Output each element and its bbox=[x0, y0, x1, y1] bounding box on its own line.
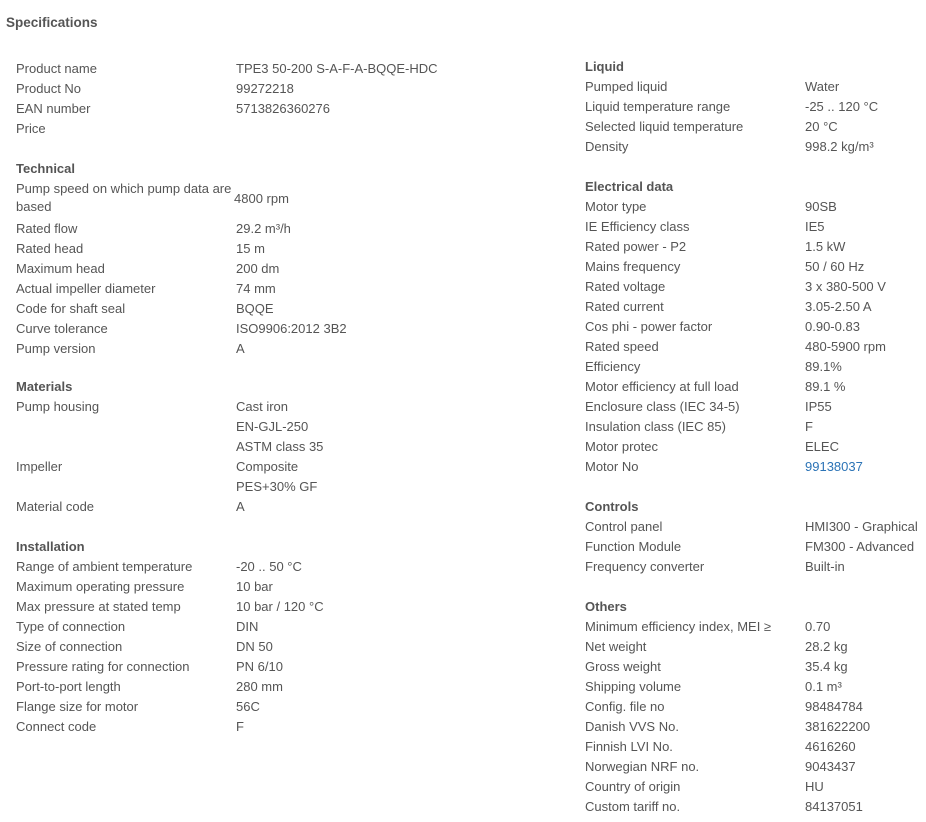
spec-values bbox=[805, 677, 926, 697]
spec-values bbox=[805, 237, 926, 257]
spec-value: F bbox=[236, 719, 244, 734]
spec-values bbox=[805, 797, 926, 817]
spec-label: Motor efficiency at full load bbox=[585, 379, 739, 394]
spec-value: ELEC bbox=[805, 439, 839, 454]
spec-values bbox=[236, 219, 536, 239]
spec-label: Motor protec bbox=[585, 439, 658, 454]
spec-value: Cast iron bbox=[236, 399, 289, 414]
spec-values bbox=[805, 217, 926, 237]
spec-values bbox=[805, 637, 926, 657]
spec-row-code-for-shaft-seal bbox=[16, 299, 536, 319]
spec-label: Gross weight bbox=[585, 659, 661, 674]
spec-row-pressure-rating-for-connection bbox=[16, 657, 536, 677]
section-title: Installation bbox=[16, 539, 85, 554]
spec-row-rated-voltage bbox=[585, 277, 926, 297]
spec-value: F bbox=[805, 419, 813, 434]
spec-label: Danish VVS No. bbox=[585, 719, 679, 734]
spec-value: HMI300 - Graphical bbox=[805, 519, 918, 534]
spec-value: DIN bbox=[236, 619, 259, 634]
spec-label: Max pressure at stated temp bbox=[16, 599, 181, 614]
spec-row-insulation-class-iec-85 bbox=[585, 417, 926, 437]
spec-value: ISO9906:2012 3B2 bbox=[236, 321, 347, 336]
spec-row-motor-efficiency-at-full-load bbox=[585, 377, 926, 397]
spec-row-mains-frequency bbox=[585, 257, 926, 277]
spec-row-rated-flow bbox=[16, 219, 536, 239]
spec-label: Connect code bbox=[16, 719, 97, 734]
spec-row-enclosure-class-iec-34-5 bbox=[585, 397, 926, 417]
spec-value: 90SB bbox=[805, 199, 837, 214]
spec-values bbox=[805, 197, 926, 217]
spec-values bbox=[805, 517, 926, 537]
spec-label: Pump speed on which pump data are based bbox=[16, 181, 232, 214]
spec-values bbox=[805, 317, 926, 337]
spec-values bbox=[236, 457, 536, 497]
spec-label: Net weight bbox=[585, 639, 647, 654]
spec-label: EAN number bbox=[16, 101, 91, 116]
spec-label: Rated current bbox=[585, 299, 664, 314]
spec-label: Country of origin bbox=[585, 779, 681, 794]
spec-row-rated-head bbox=[16, 239, 536, 259]
spec-values bbox=[805, 757, 926, 777]
section-electrical-data bbox=[585, 177, 926, 477]
spec-label: Rated power - P2 bbox=[585, 239, 687, 254]
spec-value: ASTM class 35 bbox=[236, 439, 324, 454]
spec-row-curve-tolerance bbox=[16, 319, 536, 339]
spec-values bbox=[234, 179, 536, 218]
spec-label: Flange size for motor bbox=[16, 699, 139, 714]
spec-values bbox=[805, 417, 926, 437]
spec-row-ean-number bbox=[16, 99, 536, 119]
spec-values bbox=[236, 119, 536, 139]
spec-label: Type of connection bbox=[16, 619, 126, 634]
spec-row-pump-version bbox=[16, 339, 536, 359]
spec-row-country-of-origin bbox=[585, 777, 926, 797]
spec-values bbox=[805, 437, 926, 457]
spec-values bbox=[236, 677, 536, 697]
spec-value: -25 .. 120 °C bbox=[805, 99, 879, 114]
spec-row-motor-type bbox=[585, 197, 926, 217]
spec-value: A bbox=[236, 499, 245, 514]
section-title: Controls bbox=[585, 499, 639, 514]
spec-row-pump-housing bbox=[16, 397, 536, 457]
spec-value: IP55 bbox=[805, 399, 832, 414]
spec-label: Efficiency bbox=[585, 359, 641, 374]
spec-value: 74 mm bbox=[236, 281, 276, 296]
spec-row-danish-vvs-no bbox=[585, 717, 926, 737]
spec-values bbox=[236, 279, 536, 299]
spec-row-function-module bbox=[585, 537, 926, 557]
section-controls bbox=[585, 497, 926, 577]
spec-values bbox=[805, 377, 926, 397]
spec-row-motor-protec bbox=[585, 437, 926, 457]
spec-label: Density bbox=[585, 139, 629, 154]
section-liquid bbox=[585, 57, 926, 157]
spec-row-gross-weight bbox=[585, 657, 926, 677]
spec-value: 200 dm bbox=[236, 261, 280, 276]
spec-row-flange-size-for-motor bbox=[16, 697, 536, 717]
spec-row-product-no bbox=[16, 79, 536, 99]
spec-label: Rated voltage bbox=[585, 279, 666, 294]
spec-values bbox=[805, 97, 926, 117]
spec-value: 10 bar / 120 °C bbox=[236, 599, 324, 614]
section-materials bbox=[16, 377, 536, 517]
spec-values bbox=[805, 137, 926, 157]
spec-values bbox=[805, 777, 926, 797]
spec-values bbox=[236, 697, 536, 717]
spec-value: 28.2 kg bbox=[805, 639, 848, 654]
spec-values bbox=[236, 497, 536, 517]
spec-row-config-file-no bbox=[585, 697, 926, 717]
spec-values bbox=[805, 737, 926, 757]
spec-row-control-panel bbox=[585, 517, 926, 537]
spec-value: 10 bar bbox=[236, 579, 273, 594]
spec-label: Rated head bbox=[16, 241, 84, 256]
spec-value: 29.2 m³/h bbox=[236, 221, 291, 236]
spec-label: Range of ambient temperature bbox=[16, 559, 193, 574]
spec-value: -20 .. 50 °C bbox=[236, 559, 302, 574]
spec-value: 5713826360276 bbox=[236, 101, 330, 116]
spec-label: Rated speed bbox=[585, 339, 659, 354]
spec-row-actual-impeller-diameter bbox=[16, 279, 536, 299]
spec-value: FM300 - Advanced bbox=[805, 539, 915, 554]
spec-values bbox=[805, 557, 926, 577]
spec-value: 56C bbox=[236, 699, 260, 714]
spec-label: Maximum head bbox=[16, 261, 105, 276]
spec-row-price bbox=[16, 119, 536, 139]
spec-values bbox=[236, 577, 536, 597]
spec-value: BQQE bbox=[236, 301, 274, 316]
spec-row-ie-efficiency-class bbox=[585, 217, 926, 237]
spec-label: Custom tariff no. bbox=[585, 799, 681, 814]
spec-label: Motor No bbox=[585, 459, 639, 474]
spec-row-efficiency bbox=[585, 357, 926, 377]
spec-label: Size of connection bbox=[16, 639, 123, 654]
spec-value: 99272218 bbox=[236, 81, 294, 96]
spec-values bbox=[805, 117, 926, 137]
spec-value: 89.1 % bbox=[805, 379, 846, 394]
spec-label: Pressure rating for connection bbox=[16, 659, 190, 674]
spec-row-pumped-liquid bbox=[585, 77, 926, 97]
spec-values bbox=[236, 617, 536, 637]
section-title: Technical bbox=[16, 161, 76, 176]
spec-values bbox=[236, 717, 536, 737]
spec-value: 4616260 bbox=[805, 739, 856, 754]
spec-value: 0.1 m³ bbox=[805, 679, 842, 694]
spec-value: 98484784 bbox=[805, 699, 863, 714]
spec-value-link[interactable]: 99138037 bbox=[805, 459, 863, 474]
spec-value: 4800 rpm bbox=[234, 191, 289, 206]
spec-row-range-of-ambient-temperature bbox=[16, 557, 536, 577]
spec-label: Code for shaft seal bbox=[16, 301, 126, 316]
spec-values bbox=[805, 697, 926, 717]
spec-values bbox=[236, 259, 536, 279]
spec-value: Water bbox=[805, 79, 840, 94]
page-title: Specifications bbox=[6, 15, 98, 30]
spec-label: Insulation class (IEC 85) bbox=[585, 419, 726, 434]
spec-label: Liquid temperature range bbox=[585, 99, 731, 114]
spec-values bbox=[805, 357, 926, 377]
spec-row-custom-tariff-no bbox=[585, 797, 926, 817]
spec-value: 1.5 kW bbox=[805, 239, 846, 254]
spec-values bbox=[236, 59, 536, 79]
spec-values bbox=[236, 657, 536, 677]
spec-label: Maximum operating pressure bbox=[16, 579, 185, 594]
spec-label: Frequency converter bbox=[585, 559, 705, 574]
spec-label: IE Efficiency class bbox=[585, 219, 690, 234]
spec-value: 3.05-2.50 A bbox=[805, 299, 872, 314]
spec-label: Pumped liquid bbox=[585, 79, 668, 94]
spec-value: DN 50 bbox=[236, 639, 273, 654]
spec-values bbox=[805, 717, 926, 737]
section-product bbox=[16, 59, 536, 139]
spec-value: 9043437 bbox=[805, 759, 856, 774]
spec-row-finnish-lvi-no bbox=[585, 737, 926, 757]
spec-values bbox=[805, 277, 926, 297]
spec-label: Finnish LVI No. bbox=[585, 739, 673, 754]
spec-value bbox=[236, 119, 536, 139]
spec-label: Config. file no bbox=[585, 699, 665, 714]
spec-row-material-code bbox=[16, 497, 536, 517]
spec-values bbox=[805, 257, 926, 277]
spec-row-connect-code bbox=[16, 717, 536, 737]
spec-values bbox=[236, 597, 536, 617]
spec-label: Shipping volume bbox=[585, 679, 682, 694]
spec-row-maximum-head bbox=[16, 259, 536, 279]
spec-label: Selected liquid temperature bbox=[585, 119, 744, 134]
spec-value: 35.4 kg bbox=[805, 659, 848, 674]
spec-label: Control panel bbox=[585, 519, 663, 534]
spec-row-density bbox=[585, 137, 926, 157]
spec-value: PES+30% GF bbox=[236, 479, 318, 494]
spec-value: 998.2 kg/m³ bbox=[805, 139, 874, 154]
spec-row-rated-power-p2 bbox=[585, 237, 926, 257]
spec-values bbox=[236, 339, 536, 359]
spec-values bbox=[236, 239, 536, 259]
spec-row-product-name bbox=[16, 59, 536, 79]
spec-label: Enclosure class (IEC 34-5) bbox=[585, 399, 740, 414]
spec-value: IE5 bbox=[805, 219, 825, 234]
section-title: Others bbox=[585, 599, 627, 614]
spec-label: Product name bbox=[16, 61, 97, 76]
spec-values bbox=[236, 637, 536, 657]
spec-values bbox=[236, 397, 536, 457]
spec-row-liquid-temperature-range bbox=[585, 97, 926, 117]
spec-values bbox=[236, 299, 536, 319]
section-title: Liquid bbox=[585, 59, 624, 74]
spec-value: 480-5900 rpm bbox=[805, 339, 886, 354]
spec-value: Composite bbox=[236, 459, 299, 474]
spec-label: Product No bbox=[16, 81, 82, 96]
spec-label: Norwegian NRF no. bbox=[585, 759, 700, 774]
spec-label: Port-to-port length bbox=[16, 679, 121, 694]
spec-row-impeller bbox=[16, 457, 536, 497]
spec-value: Built-in bbox=[805, 559, 845, 574]
spec-value: TPE3 50-200 S-A-F-A-BQQE-HDC bbox=[236, 61, 438, 76]
spec-value: A bbox=[236, 341, 245, 356]
spec-row-pump-speed-on-which-pump-data-are-based bbox=[16, 179, 536, 219]
spec-label: Mains frequency bbox=[585, 259, 681, 274]
spec-values bbox=[805, 297, 926, 317]
spec-values bbox=[805, 537, 926, 557]
spec-value: 3 x 380-500 V bbox=[805, 279, 886, 294]
spec-row-rated-current bbox=[585, 297, 926, 317]
spec-values bbox=[236, 79, 536, 99]
section-title: Electrical data bbox=[585, 179, 674, 194]
spec-values bbox=[805, 617, 926, 637]
spec-label: Minimum efficiency index, MEI ≥ bbox=[585, 619, 772, 634]
spec-row-max-pressure-at-stated-temp bbox=[16, 597, 536, 617]
spec-row-selected-liquid-temperature bbox=[585, 117, 926, 137]
spec-label: Pump version bbox=[16, 341, 96, 356]
spec-label: Function Module bbox=[585, 539, 682, 554]
spec-row-net-weight bbox=[585, 637, 926, 657]
spec-row-norwegian-nrf-no bbox=[585, 757, 926, 777]
spec-values bbox=[236, 319, 536, 339]
spec-label: Actual impeller diameter bbox=[16, 281, 156, 296]
spec-value: 84137051 bbox=[805, 799, 863, 814]
spec-label: Cos phi - power factor bbox=[585, 319, 713, 334]
spec-row-shipping-volume bbox=[585, 677, 926, 697]
spec-label: Price bbox=[16, 121, 46, 136]
spec-row-maximum-operating-pressure bbox=[16, 577, 536, 597]
spec-row-rated-speed bbox=[585, 337, 926, 357]
spec-row-cos-phi-power-factor bbox=[585, 317, 926, 337]
spec-value: 15 m bbox=[236, 241, 265, 256]
spec-value: 0.70 bbox=[805, 619, 831, 634]
spec-value: 280 mm bbox=[236, 679, 283, 694]
spec-value: 20 °C bbox=[805, 119, 838, 134]
spec-values bbox=[236, 557, 536, 577]
spec-values bbox=[805, 77, 926, 97]
spec-row-size-of-connection bbox=[16, 637, 536, 657]
spec-values bbox=[805, 657, 926, 677]
spec-row-port-to-port-length bbox=[16, 677, 536, 697]
spec-values bbox=[236, 99, 536, 119]
section-technical bbox=[16, 159, 536, 359]
spec-row-motor-no bbox=[585, 457, 926, 477]
spec-label: Rated flow bbox=[16, 221, 78, 236]
spec-value: PN 6/10 bbox=[236, 659, 283, 674]
spec-row-frequency-converter bbox=[585, 557, 926, 577]
section-title: Materials bbox=[16, 379, 73, 394]
spec-value: 50 / 60 Hz bbox=[805, 259, 865, 274]
spec-values bbox=[805, 397, 926, 417]
spec-label: Material code bbox=[16, 499, 95, 514]
spec-value: HU bbox=[805, 779, 824, 794]
spec-value: 381622200 bbox=[805, 719, 871, 734]
spec-label: Curve tolerance bbox=[16, 321, 108, 336]
spec-values bbox=[805, 457, 926, 477]
spec-row-type-of-connection bbox=[16, 617, 536, 637]
spec-label: Impeller bbox=[16, 459, 63, 474]
spec-label: Pump housing bbox=[16, 399, 100, 414]
spec-value: 0.90-0.83 bbox=[805, 319, 860, 334]
spec-row-minimum-efficiency-index-mei bbox=[585, 617, 926, 637]
section-others bbox=[585, 597, 926, 817]
spec-label: Motor type bbox=[585, 199, 647, 214]
spec-value: 89.1% bbox=[805, 359, 842, 374]
spec-values bbox=[805, 337, 926, 357]
section-installation bbox=[16, 537, 536, 737]
spec-value: EN-GJL-250 bbox=[236, 419, 309, 434]
